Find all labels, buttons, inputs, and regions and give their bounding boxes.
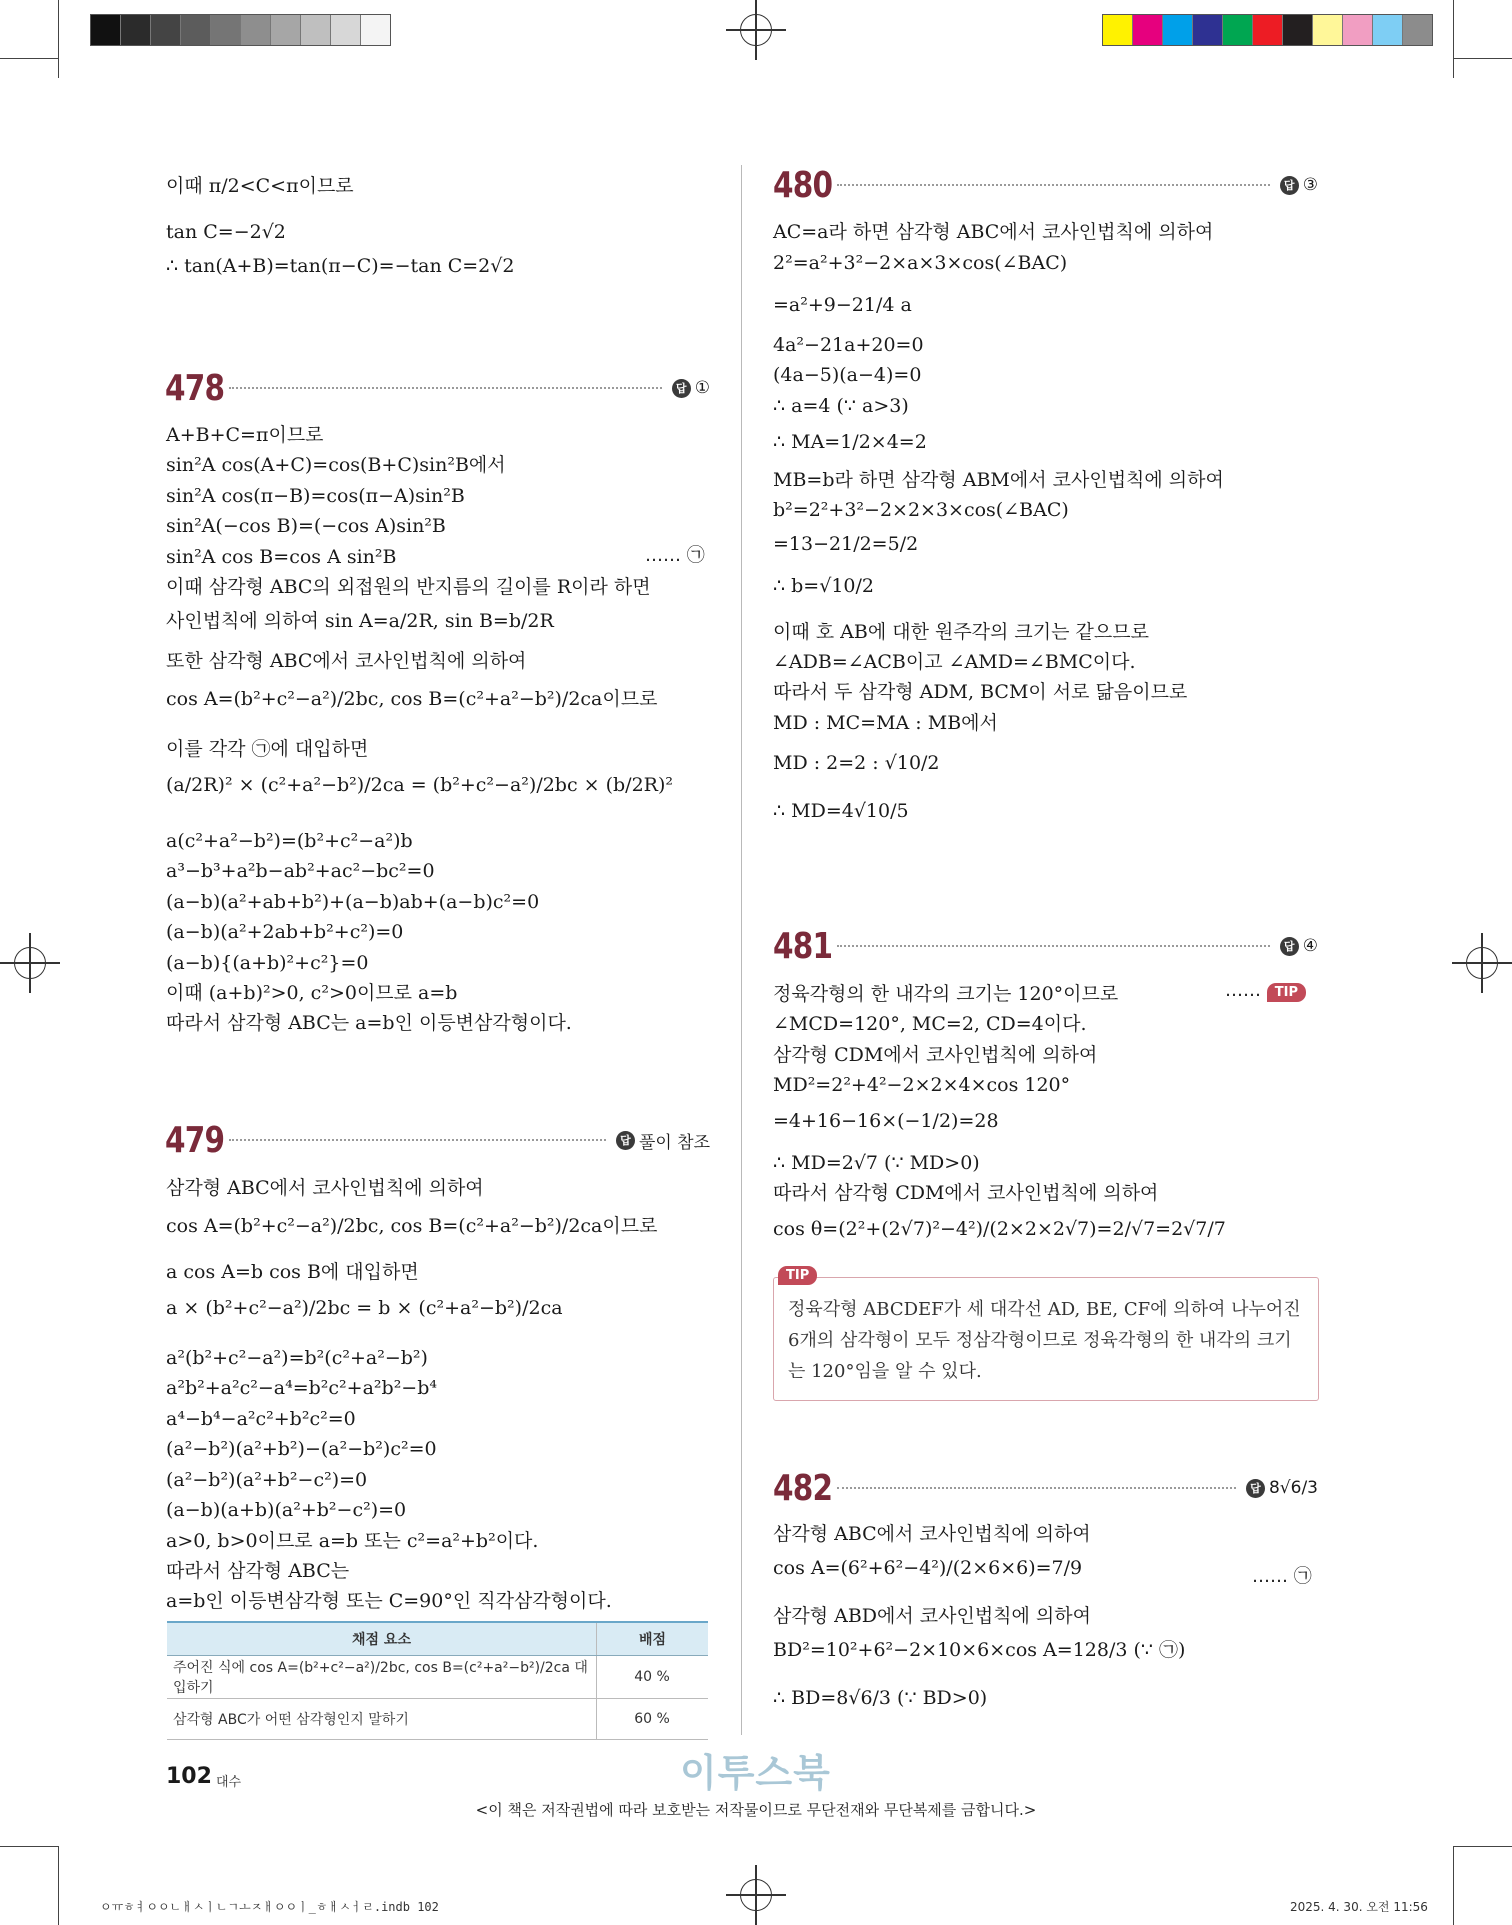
solution-line: MD : MC=MA : MB에서 [773, 712, 998, 734]
question-number: 481 [773, 925, 833, 967]
crop-mark [1453, 58, 1512, 59]
section-label: 대수 [216, 1775, 242, 1790]
solution-line: a × (b²+c²−a²)/2bc = b × (c²+a²−b²)/2ca [166, 1297, 563, 1319]
solution-line: a⁴−b⁴−a²c²+b²c²=0 [166, 1408, 356, 1430]
solution-line: tan C=−2√2 [166, 221, 286, 243]
tip-box [773, 1268, 1319, 1401]
color-swatch [271, 15, 301, 45]
solution-line: (a/2R)² × (c²+a²−b²)/2ca = (b²+c²−a²)/2bc × (b/2R)² [166, 774, 674, 796]
answer-value: ① [694, 378, 710, 398]
answer [616, 1128, 710, 1153]
question-480-header [773, 163, 1318, 207]
column-divider [741, 165, 742, 1735]
question-number: 478 [165, 367, 225, 409]
color-swatch [181, 15, 211, 45]
solution-line: ∠MCD=120°, MC=2, CD=4이다. [773, 1013, 1087, 1035]
table-header: 배점 [597, 1622, 709, 1656]
scoring-table [167, 1621, 708, 1740]
crop-mark [58, 1846, 59, 1925]
registration-mark [726, 0, 786, 60]
solution-line: a²b²+a²c²−a⁴=b²c²+a²b²−b⁴ [166, 1377, 438, 1399]
tip-text: 정육각형 ABCDEF가 세 대각선 AD, BE, CF에 의하여 나누어진 6개의 삼각형이 모두 정삼각형이므로 정육각형의 한 내각의 크기는 120°임을 알 수 있다. [788, 1299, 1301, 1382]
answer-icon: 답 [1246, 1479, 1265, 1498]
solution-line: (4a−5)(a−4)=0 [773, 364, 922, 386]
question-482-header [773, 1466, 1318, 1510]
solution-line: (a²−b²)(a²+b²−c²)=0 [166, 1469, 368, 1491]
solution-line: BD²=10²+6²−2×10×6×cos A=128/3 (∵ ㉠) [773, 1639, 1186, 1661]
solution-line: cos θ=(2²+(2√7)²−4²)/(2×2×2√7)=2/√7=2√7/7 [773, 1218, 1226, 1240]
solution-line: a(c²+a²−b²)=(b²+c²−a²)b [166, 830, 413, 852]
solution-line: 정육각형의 한 내각의 크기는 120°이므로 [773, 983, 1119, 1005]
color-swatch [1193, 15, 1223, 45]
equation-marker: …… ㉠ [1252, 1566, 1312, 1587]
process-color-bar [1102, 14, 1433, 46]
table-cell: 주어진 식에 cos A=(b²+c²−a²)/2bc, cos B=(c²+a²−b²)/2ca 대입하기 [167, 1656, 597, 1699]
color-swatch [151, 15, 181, 45]
color-swatch [1343, 15, 1373, 45]
leader-dots [229, 1139, 606, 1141]
solution-line: a²(b²+c²−a²)=b²(c²+a²−b²) [166, 1347, 428, 1369]
color-swatch [361, 15, 390, 45]
solution-line: 이때 호 AB에 대한 원주각의 크기는 같으므로 [773, 621, 1149, 643]
answer-icon: 답 [672, 379, 691, 398]
solution-line: 이때 (a+b)²>0, c²>0이므로 a=b [166, 982, 458, 1004]
color-swatch [211, 15, 241, 45]
crop-mark [1453, 1846, 1454, 1925]
solution-line: 삼각형 ABC에서 코사인법칙에 의하여 [166, 1177, 484, 1199]
solution-line: (a−b)(a+b)(a²+b²−c²)=0 [166, 1499, 407, 1521]
question-number: 479 [165, 1119, 225, 1161]
answer-value: 풀이 참조 [638, 1132, 710, 1153]
color-swatch [331, 15, 361, 45]
table-cell: 삼각형 ABC가 어떤 삼각형인지 말하기 [167, 1699, 597, 1740]
tip-badge: TIP [1267, 983, 1306, 1002]
table-row [167, 1699, 708, 1740]
table-header: 채점 요소 [167, 1622, 597, 1656]
solution-line: A+B+C=π이므로 [166, 424, 324, 446]
color-swatch [1373, 15, 1403, 45]
solution-line: 삼각형 CDM에서 코사인법칙에 의하여 [773, 1044, 1098, 1066]
tip-marker [1225, 980, 1306, 1002]
crop-mark [1453, 1846, 1512, 1847]
tip-label: TIP [778, 1266, 817, 1285]
solution-line: cos A=(b²+c²−a²)/2bc, cos B=(c²+a²−b²)/2ca이므로 [166, 688, 658, 710]
answer-value: 8√6/3 [1268, 1478, 1318, 1498]
equation-marker: …… ㉠ [645, 545, 705, 566]
answer [672, 378, 710, 398]
crop-mark [1453, 0, 1454, 78]
question-number: 482 [773, 1467, 833, 1509]
registration-mark [726, 1865, 786, 1925]
publisher-logo [680, 1742, 840, 1795]
solution-line: MD : 2=2 : √10/2 [773, 752, 940, 774]
solution-line: (a−b){(a+b)²+c²}=0 [166, 952, 369, 974]
crop-mark [58, 0, 59, 78]
solution-line: 이때 π/2<C<π이므로 [166, 175, 354, 197]
leader-dots [837, 184, 1270, 186]
solution-line: ∴ a=4 (∵ a>3) [773, 395, 909, 417]
color-swatch [1403, 15, 1432, 45]
crop-mark [0, 58, 58, 59]
color-swatch [1223, 15, 1253, 45]
color-swatch [1283, 15, 1313, 45]
solution-line: =13−21/2=5/2 [773, 533, 919, 555]
logo-text: 이투스북 [680, 1751, 831, 1795]
solution-line: cos A=(6²+6²−4²)/(2×6×6)=7/9 [773, 1557, 1083, 1579]
answer-icon: 답 [1280, 176, 1299, 195]
solution-line: (a−b)(a²+ab+b²)+(a−b)ab+(a−b)c²=0 [166, 891, 540, 913]
leader-dots [229, 387, 662, 389]
answer [1280, 936, 1318, 956]
solution-line: ∴ b=√10/2 [773, 575, 874, 597]
solution-line: 또한 삼각형 ABC에서 코사인법칙에 의하여 [166, 650, 527, 672]
print-timestamp: 2025. 4. 30. 오전 11:56 [1290, 1900, 1428, 1914]
solution-line: sin²A cos(A+C)=cos(B+C)sin²B에서 [166, 454, 506, 476]
color-swatch [1133, 15, 1163, 45]
color-swatch [1313, 15, 1343, 45]
answer [1280, 175, 1318, 195]
solution-line: 삼각형 ABD에서 코사인법칙에 의하여 [773, 1605, 1091, 1627]
answer-value: ③ [1302, 175, 1318, 195]
solution-line: ∴ MA=1/2×4=2 [773, 431, 927, 453]
solution-line: 따라서 삼각형 CDM에서 코사인법칙에 의하여 [773, 1182, 1159, 1204]
solution-line: ∴ BD=8√6/3 (∵ BD>0) [773, 1687, 988, 1709]
marker-dots: …… [1225, 980, 1261, 1001]
solution-line: 이를 각각 ㉠에 대입하면 [166, 738, 369, 760]
solution-line: 이때 삼각형 ABC의 외접원의 반지름의 길이를 R이라 하면 [166, 576, 651, 598]
solution-line: a>0, b>0이므로 a=b 또는 c²=a²+b²이다. [166, 1530, 539, 1552]
solution-line: sin²A cos B=cos A sin²B [166, 546, 397, 568]
solution-line: 삼각형 ABC에서 코사인법칙에 의하여 [773, 1523, 1091, 1545]
solution-line: ∴ MD=2√7 (∵ MD>0) [773, 1152, 980, 1174]
color-swatch [1163, 15, 1193, 45]
solution-line: sin²A(−cos B)=(−cos A)sin²B [166, 515, 446, 537]
solution-line: 4a²−21a+20=0 [773, 334, 924, 356]
solution-line: b²=2²+3²−2×2×3×cos(∠BAC) [773, 499, 1069, 521]
color-swatch [1103, 15, 1133, 45]
answer-icon: 답 [616, 1131, 635, 1150]
answer-icon: 답 [1280, 937, 1299, 956]
color-swatch [241, 15, 271, 45]
question-number: 480 [773, 164, 833, 206]
answer-value: ④ [1302, 936, 1318, 956]
file-slug: ㅇㅠㅎㅕㅇㅇㄴㅐㅅㅣㄴㄱㅗㅈㅐㅇㅇㅣ_ㅎㅐㅅㅓㄹ.indb 102 [100, 1900, 439, 1914]
registration-mark [0, 933, 60, 993]
solution-line: AC=a라 하면 삼각형 ABC에서 코사인법칙에 의하여 [773, 221, 1214, 243]
color-swatch [121, 15, 151, 45]
solution-line: 사인법칙에 의하여 sin A=a/2R, sin B=b/2R [166, 610, 554, 632]
color-swatch [1253, 15, 1283, 45]
solution-line: ∠ADB=∠ACB이고 ∠AMD=∠BMC이다. [773, 651, 1136, 673]
solution-line: MD²=2²+4²−2×2×4×cos 120° [773, 1074, 1071, 1096]
table-row [167, 1656, 708, 1699]
solution-line: 따라서 삼각형 ABC는 a=b인 이등변삼각형이다. [166, 1012, 572, 1034]
color-swatch [301, 15, 331, 45]
leader-dots [837, 1487, 1236, 1489]
page-number: 102 [166, 1764, 212, 1789]
solution-line: a=b인 이등변삼각형 또는 C=90°인 직각삼각형이다. [166, 1590, 612, 1612]
copyright-notice: <이 책은 저작권법에 따라 보호받는 저작물이므로 무단전재와 무단복제를 금합니다.> [475, 1801, 1037, 1819]
solution-line: a cos A=b cos B에 대입하면 [166, 1261, 419, 1283]
solution-line: 따라서 두 삼각형 ADM, BCM이 서로 닮음이므로 [773, 681, 1188, 703]
solution-line: a³−b³+a²b−ab²+ac²−bc²=0 [166, 860, 435, 882]
solution-line: (a²−b²)(a²+b²)−(a²−b²)c²=0 [166, 1438, 437, 1460]
crop-mark [0, 1846, 58, 1847]
color-swatch [91, 15, 121, 45]
question-481-header [773, 924, 1318, 968]
solution-line: MB=b라 하면 삼각형 ABM에서 코사인법칙에 의하여 [773, 469, 1224, 491]
question-478-header [165, 366, 710, 410]
solution-line: =4+16−16×(−1/2)=28 [773, 1110, 999, 1132]
solution-line: 2²=a²+3²−2×a×3×cos(∠BAC) [773, 252, 1068, 274]
solution-line: sin²A cos(π−B)=cos(π−A)sin²B [166, 485, 465, 507]
gray-color-bar [90, 14, 391, 46]
solution-line: =a²+9−21/4 a [773, 294, 912, 316]
question-479-header [165, 1118, 710, 1162]
solution-line: ∴ tan(A+B)=tan(π−C)=−tan C=2√2 [166, 255, 515, 277]
solution-line: cos A=(b²+c²−a²)/2bc, cos B=(c²+a²−b²)/2ca이므로 [166, 1215, 658, 1237]
solution-line: ∴ MD=4√10/5 [773, 800, 909, 822]
answer [1246, 1478, 1318, 1498]
table-cell: 60 % [597, 1699, 709, 1740]
registration-mark [1452, 933, 1512, 993]
table-cell: 40 % [597, 1656, 709, 1699]
leader-dots [837, 945, 1270, 947]
solution-line: 따라서 삼각형 ABC는 [166, 1560, 350, 1582]
solution-line: (a−b)(a²+2ab+b²+c²)=0 [166, 921, 404, 943]
